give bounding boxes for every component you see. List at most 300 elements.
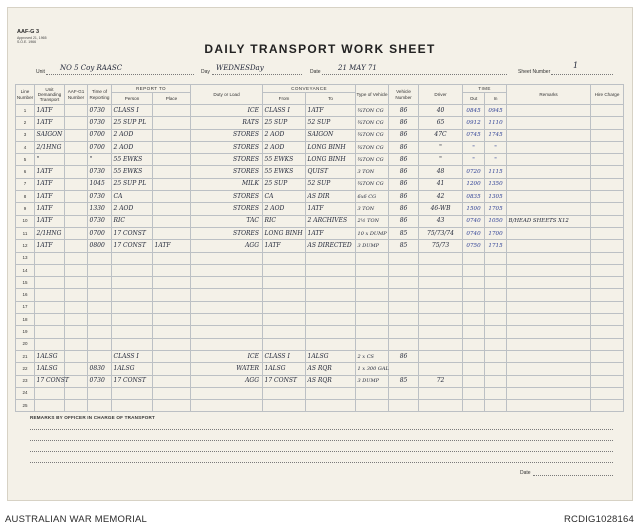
cell-to: SAIGON bbox=[306, 129, 356, 141]
cell-vehicle: 86 bbox=[389, 215, 419, 227]
cell-hire bbox=[591, 178, 624, 190]
table-row bbox=[16, 141, 624, 153]
cell-from bbox=[263, 387, 306, 399]
cell-place bbox=[153, 178, 191, 190]
cell-aaf bbox=[65, 166, 88, 178]
cell-driver bbox=[419, 252, 463, 264]
cell-person: 25 SUP PL bbox=[112, 117, 153, 129]
col-to: To bbox=[306, 93, 356, 105]
cell-type bbox=[356, 387, 389, 399]
cell-in bbox=[485, 363, 507, 375]
cell-person: CLASS I bbox=[112, 105, 153, 117]
cell-duty bbox=[191, 252, 263, 264]
cell-line: 6 bbox=[16, 166, 35, 178]
cell-unit bbox=[35, 252, 65, 264]
cell-line: 23 bbox=[16, 375, 35, 387]
cell-line: 1 bbox=[16, 105, 35, 117]
cell-vehicle bbox=[389, 289, 419, 301]
cell-vehicle bbox=[389, 338, 419, 350]
col-duty: Duty or Load bbox=[191, 85, 263, 105]
cell-remarks: B/HEAD SHEETS X12 bbox=[507, 215, 591, 227]
cell-type: ¾TON CG bbox=[356, 178, 389, 190]
cell-type: 3 TON bbox=[356, 203, 389, 215]
cell-out bbox=[463, 314, 485, 326]
cell-aaf bbox=[65, 215, 88, 227]
cell-person bbox=[112, 326, 153, 338]
col-line-number: Line Number bbox=[16, 85, 35, 105]
cell-vehicle: 86 bbox=[389, 203, 419, 215]
cell-vehicle: 86 bbox=[389, 178, 419, 190]
cell-duty: STORES bbox=[191, 129, 263, 141]
cell-aaf bbox=[65, 301, 88, 313]
unit-label: Unit bbox=[36, 69, 45, 75]
cell-line: 9 bbox=[16, 203, 35, 215]
cell-duty bbox=[191, 400, 263, 412]
cell-remarks bbox=[507, 203, 591, 215]
cell-type: 2½ TON bbox=[356, 215, 389, 227]
cell-type: ¾TON CG bbox=[356, 117, 389, 129]
cell-from: 25 SUP bbox=[263, 178, 306, 190]
cell-time: 0700 bbox=[88, 227, 112, 239]
cell-driver: 75/73 bbox=[419, 240, 463, 252]
cell-person: 17 CONST bbox=[112, 240, 153, 252]
col-in: In bbox=[485, 93, 507, 105]
cell-place bbox=[153, 338, 191, 350]
cell-remarks bbox=[507, 375, 591, 387]
col-time-reporting: Time of Reporting bbox=[88, 85, 112, 105]
cell-hire bbox=[591, 215, 624, 227]
cell-hire bbox=[591, 264, 624, 276]
cell-place bbox=[153, 141, 191, 153]
remarks-date-line bbox=[533, 475, 613, 476]
cell-aaf bbox=[65, 154, 88, 166]
cell-duty: ICE bbox=[191, 105, 263, 117]
cell-time: 0730 bbox=[88, 191, 112, 203]
cell-driver bbox=[419, 289, 463, 301]
sheet-number-line bbox=[551, 74, 613, 75]
cell-person bbox=[112, 387, 153, 399]
cell-duty: AGG bbox=[191, 240, 263, 252]
cell-to: 1ATF bbox=[306, 203, 356, 215]
cell-from: CLASS I bbox=[263, 350, 306, 362]
cell-place bbox=[153, 387, 191, 399]
cell-line: 10 bbox=[16, 215, 35, 227]
cell-line: 19 bbox=[16, 326, 35, 338]
cell-driver bbox=[419, 338, 463, 350]
cell-in: " bbox=[485, 154, 507, 166]
cell-driver bbox=[419, 264, 463, 276]
cell-to bbox=[306, 277, 356, 289]
cell-unit: 1ATF bbox=[35, 215, 65, 227]
cell-hire bbox=[591, 105, 624, 117]
cell-driver bbox=[419, 326, 463, 338]
cell-person bbox=[112, 338, 153, 350]
cell-person: 25 SUP PL bbox=[112, 178, 153, 190]
cell-time: 0730 bbox=[88, 375, 112, 387]
cell-from bbox=[263, 289, 306, 301]
form-approval: Approved 21, 1965 bbox=[17, 36, 47, 40]
table-row bbox=[16, 400, 624, 412]
cell-line: 22 bbox=[16, 363, 35, 375]
cell-place: 1ATF bbox=[153, 240, 191, 252]
cell-line: 18 bbox=[16, 314, 35, 326]
cell-place bbox=[153, 105, 191, 117]
cell-unit: 2/1HNG bbox=[35, 141, 65, 153]
cell-in bbox=[485, 375, 507, 387]
cell-hire bbox=[591, 400, 624, 412]
cell-time bbox=[88, 338, 112, 350]
cell-driver: " bbox=[419, 141, 463, 153]
cell-out: 0912 bbox=[463, 117, 485, 129]
col-group-time: TIME bbox=[463, 85, 507, 93]
cell-out bbox=[463, 387, 485, 399]
cell-line: 4 bbox=[16, 141, 35, 153]
cell-remarks bbox=[507, 338, 591, 350]
cell-vehicle bbox=[389, 326, 419, 338]
cell-line: 24 bbox=[16, 387, 35, 399]
cell-from: LONG BINH bbox=[263, 227, 306, 239]
cell-aaf bbox=[65, 338, 88, 350]
table-body bbox=[16, 105, 624, 412]
table-row bbox=[16, 105, 624, 117]
cell-driver: 40 bbox=[419, 105, 463, 117]
cell-vehicle: 85 bbox=[389, 240, 419, 252]
cell-place bbox=[153, 227, 191, 239]
cell-duty: STORES bbox=[191, 191, 263, 203]
cell-to: LONG BINH bbox=[306, 141, 356, 153]
cell-time: 1330 bbox=[88, 203, 112, 215]
cell-aaf bbox=[65, 289, 88, 301]
cell-person: 55 EWKS bbox=[112, 154, 153, 166]
cell-out: 1200 bbox=[463, 178, 485, 190]
cell-type bbox=[356, 264, 389, 276]
cell-remarks bbox=[507, 227, 591, 239]
cell-from bbox=[263, 252, 306, 264]
cell-from bbox=[263, 400, 306, 412]
cell-to: 2 ARCHIVES bbox=[306, 215, 356, 227]
cell-to bbox=[306, 289, 356, 301]
cell-duty: MILK bbox=[191, 178, 263, 190]
cell-type: 3 DUMP bbox=[356, 240, 389, 252]
table-row bbox=[16, 154, 624, 166]
page-title: DAILY TRANSPORT WORK SHEET bbox=[204, 42, 436, 56]
cell-duty bbox=[191, 277, 263, 289]
cell-place bbox=[153, 117, 191, 129]
cell-remarks bbox=[507, 350, 591, 362]
cell-to bbox=[306, 326, 356, 338]
cell-duty bbox=[191, 289, 263, 301]
cell-hire bbox=[591, 363, 624, 375]
cell-out bbox=[463, 289, 485, 301]
cell-unit: 1ALSG bbox=[35, 363, 65, 375]
cell-remarks bbox=[507, 326, 591, 338]
cell-aaf bbox=[65, 191, 88, 203]
cell-time: 1045 bbox=[88, 178, 112, 190]
cell-unit bbox=[35, 277, 65, 289]
cell-out bbox=[463, 375, 485, 387]
cell-from: 25 SUP bbox=[263, 117, 306, 129]
cell-type: ¾TON CG bbox=[356, 129, 389, 141]
cell-in: 1700 bbox=[485, 227, 507, 239]
cell-duty: ICE bbox=[191, 350, 263, 362]
cell-vehicle bbox=[389, 387, 419, 399]
cell-unit: " bbox=[35, 154, 65, 166]
cell-line: 11 bbox=[16, 227, 35, 239]
cell-remarks bbox=[507, 166, 591, 178]
cell-hire bbox=[591, 141, 624, 153]
archive-id: RCDIG1028164 bbox=[564, 514, 634, 525]
cell-out: " bbox=[463, 141, 485, 153]
unit-value: NO 5 Coy RAASC bbox=[60, 64, 123, 72]
cell-remarks bbox=[507, 129, 591, 141]
cell-type bbox=[356, 289, 389, 301]
col-aaf-number: AAF-G1 Number bbox=[65, 85, 88, 105]
remarks-line bbox=[30, 440, 613, 441]
cell-out bbox=[463, 326, 485, 338]
cell-remarks bbox=[507, 277, 591, 289]
cell-driver bbox=[419, 400, 463, 412]
cell-time bbox=[88, 400, 112, 412]
cell-unit: SAIGON bbox=[35, 129, 65, 141]
cell-duty: STORES bbox=[191, 154, 263, 166]
cell-aaf bbox=[65, 178, 88, 190]
col-place: Place bbox=[153, 93, 191, 105]
cell-aaf bbox=[65, 141, 88, 153]
cell-out bbox=[463, 264, 485, 276]
cell-vehicle bbox=[389, 314, 419, 326]
cell-to bbox=[306, 400, 356, 412]
cell-unit: 1ATF bbox=[35, 191, 65, 203]
form-code: AAF-G 3 bbox=[17, 29, 39, 35]
cell-duty: STORES bbox=[191, 227, 263, 239]
cell-hire bbox=[591, 338, 624, 350]
cell-in bbox=[485, 387, 507, 399]
cell-unit: 1ATF bbox=[35, 166, 65, 178]
cell-place bbox=[153, 252, 191, 264]
cell-in: 1715 bbox=[485, 240, 507, 252]
cell-in: 1350 bbox=[485, 178, 507, 190]
table-row bbox=[16, 203, 624, 215]
table-row bbox=[16, 338, 624, 350]
table-row bbox=[16, 387, 624, 399]
table-row bbox=[16, 314, 624, 326]
cell-person: 17 CONST bbox=[112, 227, 153, 239]
cell-out bbox=[463, 252, 485, 264]
cell-hire bbox=[591, 227, 624, 239]
cell-in: 1115 bbox=[485, 166, 507, 178]
table-row bbox=[16, 240, 624, 252]
cell-place bbox=[153, 129, 191, 141]
cell-line: 7 bbox=[16, 178, 35, 190]
cell-out bbox=[463, 363, 485, 375]
cell-time bbox=[88, 301, 112, 313]
col-remarks: Remarks bbox=[507, 85, 591, 105]
cell-place bbox=[153, 301, 191, 313]
cell-driver: 42 bbox=[419, 191, 463, 203]
table-row bbox=[16, 178, 624, 190]
cell-hire bbox=[591, 277, 624, 289]
cell-time bbox=[88, 252, 112, 264]
cell-time bbox=[88, 326, 112, 338]
cell-time bbox=[88, 314, 112, 326]
cell-line: 8 bbox=[16, 191, 35, 203]
remarks-line bbox=[30, 462, 613, 463]
cell-duty: STORES bbox=[191, 203, 263, 215]
cell-in: 1050 bbox=[485, 215, 507, 227]
cell-aaf bbox=[65, 350, 88, 362]
col-vehicle-type: Type of Vehicle bbox=[356, 85, 389, 105]
cell-hire bbox=[591, 387, 624, 399]
cell-line: 12 bbox=[16, 240, 35, 252]
cell-driver: 48 bbox=[419, 166, 463, 178]
cell-to bbox=[306, 252, 356, 264]
day-value: WEDNESDay bbox=[216, 64, 264, 72]
cell-from: 55 EWKS bbox=[263, 154, 306, 166]
cell-time bbox=[88, 264, 112, 276]
cell-remarks bbox=[507, 105, 591, 117]
cell-person: 55 EWKS bbox=[112, 166, 153, 178]
cell-hire bbox=[591, 203, 624, 215]
cell-to bbox=[306, 314, 356, 326]
cell-in bbox=[485, 314, 507, 326]
cell-remarks bbox=[507, 117, 591, 129]
cell-aaf bbox=[65, 129, 88, 141]
cell-hire bbox=[591, 375, 624, 387]
cell-aaf bbox=[65, 227, 88, 239]
cell-to: 1ALSG bbox=[306, 350, 356, 362]
cell-aaf bbox=[65, 400, 88, 412]
cell-remarks bbox=[507, 178, 591, 190]
date-value: 21 MAY 71 bbox=[338, 64, 377, 72]
cell-unit bbox=[35, 301, 65, 313]
table-row bbox=[16, 252, 624, 264]
cell-to: AS RQR bbox=[306, 375, 356, 387]
cell-driver: 65 bbox=[419, 117, 463, 129]
cell-in bbox=[485, 326, 507, 338]
cell-to: AS RQR bbox=[306, 363, 356, 375]
cell-person: 2 AOD bbox=[112, 129, 153, 141]
cell-type: ¾TON CG bbox=[356, 154, 389, 166]
cell-time: " bbox=[88, 154, 112, 166]
cell-driver: 75/73/74 bbox=[419, 227, 463, 239]
cell-vehicle: 86 bbox=[389, 141, 419, 153]
cell-type bbox=[356, 400, 389, 412]
cell-vehicle: 86 bbox=[389, 191, 419, 203]
cell-vehicle bbox=[389, 277, 419, 289]
cell-unit bbox=[35, 400, 65, 412]
cell-in bbox=[485, 350, 507, 362]
table-row bbox=[16, 215, 624, 227]
cell-hire bbox=[591, 350, 624, 362]
cell-from: CA bbox=[263, 191, 306, 203]
cell-time bbox=[88, 289, 112, 301]
cell-from: 2 AOD bbox=[263, 203, 306, 215]
cell-remarks bbox=[507, 387, 591, 399]
cell-time: 0730 bbox=[88, 105, 112, 117]
cell-hire bbox=[591, 129, 624, 141]
cell-vehicle bbox=[389, 252, 419, 264]
cell-hire bbox=[591, 301, 624, 313]
cell-type: ¾TON CG bbox=[356, 105, 389, 117]
cell-out bbox=[463, 301, 485, 313]
cell-out: 1500 bbox=[463, 203, 485, 215]
cell-duty bbox=[191, 338, 263, 350]
cell-out: 0720 bbox=[463, 166, 485, 178]
cell-unit: 1ATF bbox=[35, 203, 65, 215]
cell-hire bbox=[591, 191, 624, 203]
cell-duty bbox=[191, 264, 263, 276]
cell-from: RIC bbox=[263, 215, 306, 227]
cell-hire bbox=[591, 166, 624, 178]
cell-place bbox=[153, 215, 191, 227]
cell-vehicle: 86 bbox=[389, 105, 419, 117]
cell-hire bbox=[591, 326, 624, 338]
cell-remarks bbox=[507, 264, 591, 276]
table-row bbox=[16, 277, 624, 289]
cell-remarks bbox=[507, 191, 591, 203]
cell-type: 2 x CS bbox=[356, 350, 389, 362]
table-row bbox=[16, 375, 624, 387]
cell-vehicle: 85 bbox=[389, 227, 419, 239]
cell-person: CA bbox=[112, 191, 153, 203]
cell-person bbox=[112, 252, 153, 264]
cell-duty: TAC bbox=[191, 215, 263, 227]
cell-to: 1ATF bbox=[306, 227, 356, 239]
cell-time bbox=[88, 387, 112, 399]
cell-aaf bbox=[65, 277, 88, 289]
cell-in bbox=[485, 289, 507, 301]
cell-out: " bbox=[463, 154, 485, 166]
cell-type: 10 x DUMP bbox=[356, 227, 389, 239]
cell-time: 0800 bbox=[88, 240, 112, 252]
table-row bbox=[16, 363, 624, 375]
cell-driver bbox=[419, 363, 463, 375]
cell-from: 17 CONST bbox=[263, 375, 306, 387]
cell-time: 0700 bbox=[88, 129, 112, 141]
cell-vehicle bbox=[389, 363, 419, 375]
unit-line bbox=[46, 74, 194, 75]
cell-duty: WATER bbox=[191, 363, 263, 375]
cell-person bbox=[112, 264, 153, 276]
cell-from bbox=[263, 264, 306, 276]
cell-person bbox=[112, 314, 153, 326]
cell-remarks bbox=[507, 400, 591, 412]
cell-hire bbox=[591, 154, 624, 166]
cell-type bbox=[356, 301, 389, 313]
cell-vehicle: 86 bbox=[389, 166, 419, 178]
table-row bbox=[16, 227, 624, 239]
date-line bbox=[322, 74, 507, 75]
cell-in bbox=[485, 277, 507, 289]
cell-unit: 1ATF bbox=[35, 178, 65, 190]
cell-line: 17 bbox=[16, 301, 35, 313]
cell-vehicle: 86 bbox=[389, 154, 419, 166]
cell-unit bbox=[35, 326, 65, 338]
cell-person bbox=[112, 400, 153, 412]
cell-vehicle: 86 bbox=[389, 129, 419, 141]
remarks-date-label: Date bbox=[520, 470, 531, 476]
sheet-number-value: 1 bbox=[573, 61, 579, 70]
cell-line: 13 bbox=[16, 252, 35, 264]
cell-to: LONG BINH bbox=[306, 154, 356, 166]
col-vehicle-number: Vehicle Number bbox=[389, 85, 419, 105]
cell-duty bbox=[191, 314, 263, 326]
cell-unit: 2/1HNG bbox=[35, 227, 65, 239]
cell-out bbox=[463, 338, 485, 350]
cell-in: 1110 bbox=[485, 117, 507, 129]
cell-place bbox=[153, 166, 191, 178]
form-soe: S.O.E. 1966 bbox=[17, 40, 37, 44]
